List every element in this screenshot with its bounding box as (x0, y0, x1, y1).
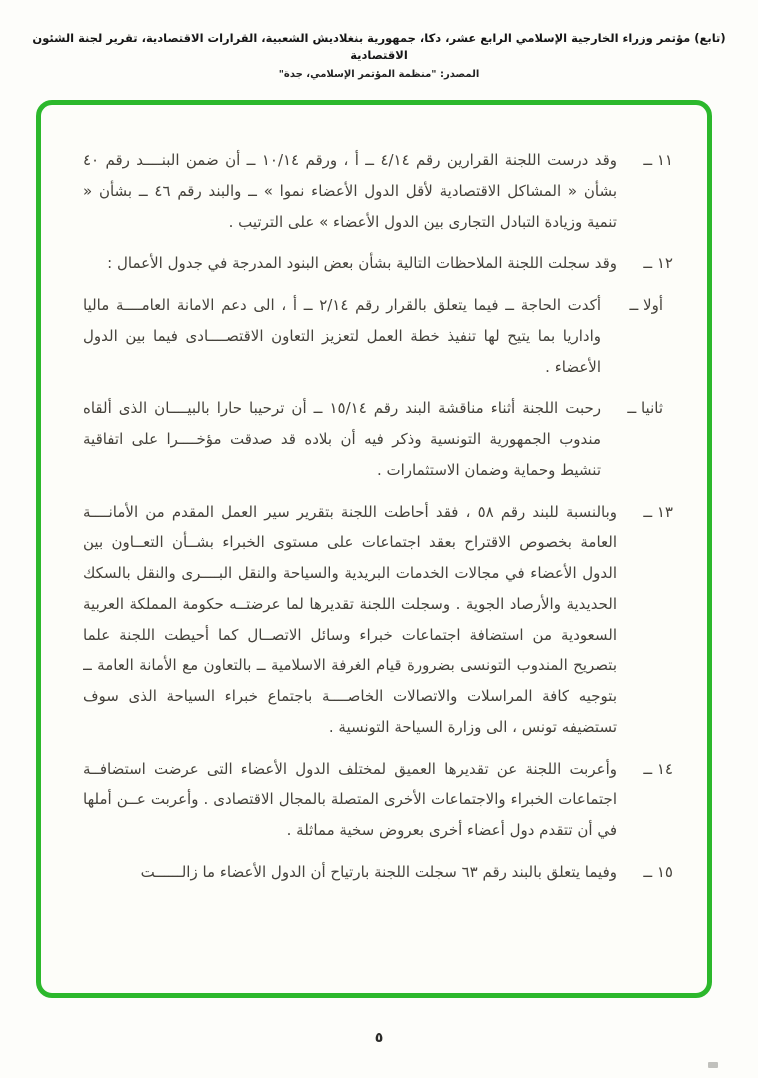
paragraph-marker: ثانيا ــ (627, 399, 663, 418)
green-border-frame (36, 100, 712, 998)
paragraph-text: أكدت الحاجة ــ فيما يتعلق بالقرار رقم ٢/١٤ ــ أ ، الى دعم الامانة العامــــة ماليا واداريا بما يتيح لها تنفيذ خطة العمل لتعزيز التعاون الاقتصــــادى فيما بين الدول الأعضاء . (83, 296, 601, 376)
paragraph-marker: ١٥ ــ (643, 862, 673, 881)
paragraph-marker: ١٢ ــ (643, 254, 673, 273)
document-body (83, 145, 673, 975)
paragraph-text: وفيما يتعلق بالبند رقم ٦٣ سجلت اللجنة بارتياح أن الدول الأعضاء ما زالــــــت (140, 862, 617, 881)
paragraph-text: رحبت اللجنة أثناء مناقشة البند رقم ١٥/١٤ ــ أن ترحيبا حارا بالبيــــان الذى ألقاه مندوب الجمهورية التونسية وذكر فيه أن بلاده قد صدقت مؤخــــرا على اتفاقية تنشيط وحماية وضمان الاستثمارات . (83, 399, 601, 479)
page-footer (0, 1030, 758, 1046)
scan-artifact (708, 1062, 718, 1068)
paragraph (83, 393, 663, 485)
header-source: المصدر: "منظمة المؤتمر الإسلامي، جدة" (278, 68, 480, 80)
paragraph (83, 248, 673, 279)
paragraph-marker: ١١ ــ (643, 151, 673, 169)
paragraph (83, 857, 673, 888)
document-header (0, 0, 758, 80)
paragraph (83, 754, 673, 846)
paragraph-text: وقد درست اللجنة القرارين رقم ٤/١٤ ــ أ ، ورقم ١٠/١٤ ــ أن ضمن البنــــد رقم ٤٠ بشأن « المشاكل الاقتصادية لأقل الدول الأعضاء نموا » ــ والبند رقم ٤٦ ــ بشأن « تنمية وزيادة التبادل التجارى بين الدول الأعضاء » على الترتيب . (83, 151, 618, 231)
paragraph (83, 145, 673, 237)
paragraph (83, 497, 673, 743)
paragraph-marker: أولا ــ (629, 296, 663, 314)
paragraph-text: وبالنسبة للبند رقم ٥٨ ، فقد أحاطت اللجنة بتقرير سير العمل المقدم من الأمانــــة العامة بخصوص الاقتراح بعقد اجتماعات على مستوى الخبراء بشــأن التعــاون بين الدول الأعضاء في مجالات الخدمات البريدية والسياحة والنقل البــــرى والنقل بالسكك الحديدية والأرصاد الجوية . وسجلت اللجنة تقديرها لما عرضتــه حكومة المملكة العربية السعودية من استضافة اجتماعات خبراء وسائل الاتصــال كما أحيطت اللجنة علما بتصريح المندوب التونسى بضرورة قيام الغرفة الاسلامية ــ بالتعاون مع الأمانة العامة ــ بتوجيه كافة المراسلات والاتصالات الخاصــــة باجتماع خبراء السياحة الذى سوف تستضيفه تونس ، الى وزارة السياحة التونسية . (83, 502, 617, 736)
paragraph-marker: ١٤ ــ (643, 759, 673, 778)
paragraph (83, 290, 663, 382)
paragraph-text: وأعربت اللجنة عن تقديرها العميق لمختلف الدول الأعضاء التى عرضت استضافــة اجتماعات الخبراء والاجتماعات الأخرى المتصلة بالمجال الاقتصادى . وأعربت عــن أملها في أن تتقدم دول أعضاء أخرى بعروض سخية مماثلة . (83, 759, 617, 839)
header-title: (تابع) مؤتمر وزراء الخارجية الإسلامي الرابع عشر، دكا، جمهورية بنغلاديش الشعبية، القرارات الاقتصادية، تقرير لجنة الشئون الاقتصادية (32, 31, 726, 63)
paragraph-text: وقد سجلت اللجنة الملاحظات التالية بشأن بعض البنود المدرجة في جدول الأعمال : (107, 254, 617, 273)
paragraph-marker: ١٣ ــ (643, 502, 673, 521)
page-number: ٥ (374, 1030, 384, 1046)
